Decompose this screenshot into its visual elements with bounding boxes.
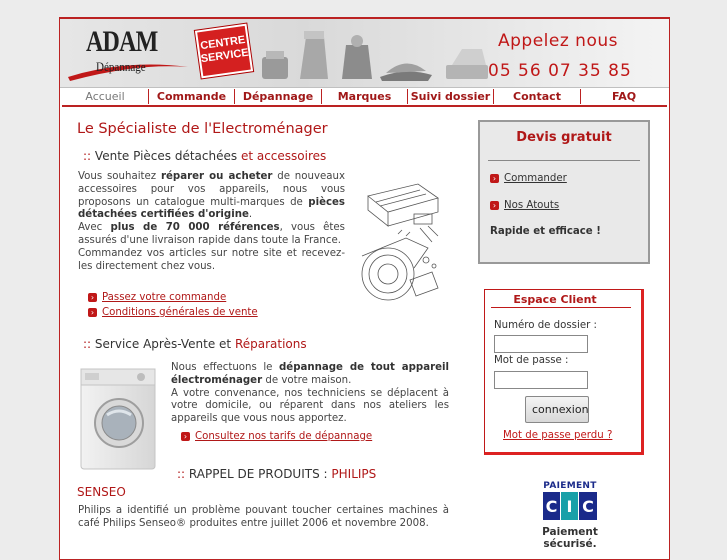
devis-link-commander[interactable]: › Commander — [490, 173, 567, 184]
logo-subtitle: Dépannage — [96, 59, 146, 74]
section-heading-rappel: :: RAPPEL DE PRODUITS : PHILIPS SENSEO — [77, 467, 377, 499]
nav-item-commande[interactable]: Commande — [149, 89, 235, 104]
main-nav — [62, 88, 667, 107]
client-title-underline — [491, 307, 631, 308]
call-label: Appelez nous — [498, 31, 618, 51]
exploded-parts-diagram — [358, 176, 444, 304]
sav-paragraph: Nous effectuons le dépannage de tout appareil électroménager de votre maison. A votre convenance, nos techniciens se déplacent à votre domicile, ou réparent dans nos ateliers les appareils que vous nous apportez. — [171, 362, 449, 425]
devis-box — [478, 120, 650, 264]
devis-tagline: Rapide et efficace ! — [490, 226, 601, 237]
badge-text: CENTRE SERVICE — [199, 33, 250, 66]
link-tarifs-depannage[interactable]: › Consultez nos tarifs de dépannage — [181, 431, 372, 442]
lost-password-link[interactable]: Mot de passe perdu ? — [503, 430, 613, 441]
nav-item-accueil[interactable]: Accueil — [62, 89, 149, 104]
svg-text:C: C — [582, 497, 594, 516]
label-numero-dossier: Numéro de dossier : — [494, 320, 597, 331]
bullet-icon: › — [88, 293, 97, 302]
espace-client-box — [484, 289, 644, 455]
site-header — [60, 19, 669, 88]
paiement-block — [515, 481, 625, 550]
password-input[interactable] — [494, 371, 588, 389]
paiement-label: PAIEMENT — [543, 481, 597, 491]
link-passez-commande[interactable]: › Passez votre commande — [88, 292, 226, 303]
section-heading-pieces: :: Vente Pièces détachées et accessoires — [83, 149, 327, 163]
centre-service-badge — [195, 24, 253, 79]
nav-item-suivi-dossier[interactable]: Suivi dossier — [408, 89, 494, 104]
washing-machine-image — [79, 367, 159, 473]
devis-divider — [488, 160, 640, 161]
bullet-icon: › — [490, 174, 499, 183]
connexion-button[interactable]: connexion — [525, 396, 589, 423]
nav-item-depannage[interactable]: Dépannage — [235, 89, 322, 104]
client-title: Espace Client — [513, 293, 597, 306]
rappel-paragraph: Philips a identifié un problème pouvant toucher certaines machines à café Philips Senseo® produites entre juillet 2006 et novembre 2008. — [78, 505, 449, 529]
link-conditions-vente[interactable]: › Conditions générales de vente — [88, 307, 258, 318]
adam-logo[interactable] — [66, 23, 194, 81]
bullet-icon: › — [88, 308, 97, 317]
label-mot-de-passe: Mot de passe : — [494, 355, 569, 366]
page-container — [59, 17, 670, 560]
paiement-text: Paiement sécurisé. — [542, 526, 598, 550]
bullet-icon: › — [181, 432, 190, 441]
page-title: Le Spécialiste de l'Electroménager — [77, 121, 328, 137]
section-heading-sav: :: Service Après-Vente et Réparations — [83, 337, 307, 351]
nav-item-contact[interactable]: Contact — [494, 89, 581, 104]
nav-item-marques[interactable]: Marques — [322, 89, 408, 104]
devis-title: Devis gratuit — [516, 130, 612, 145]
appliances-image — [256, 27, 496, 83]
nav-item-faq[interactable]: FAQ — [611, 90, 637, 103]
devis-link-atouts[interactable]: › Nos Atouts — [490, 200, 559, 211]
bullet-icon: › — [490, 201, 499, 210]
phone-number[interactable]: 05 56 07 35 85 — [488, 61, 632, 81]
svg-text:I: I — [566, 497, 573, 516]
dossier-input[interactable] — [494, 335, 588, 353]
pieces-paragraph: Vous souhaitez réparer ou acheter de nouveaux accessoires pour vos appareils, nous vous proposons un catalogue multi-marques de pièces détachées certifiées d'origine. Avec plus de 70 000 références, vous êtes assurés d'une livraison rapide dans toute la France. Commandez vos articles sur notre site et recevez-les directement chez vous. — [78, 171, 345, 272]
logo-text: ADAM — [86, 25, 158, 58]
cic-logo-icon — [543, 492, 597, 520]
svg-text:C: C — [545, 497, 558, 516]
